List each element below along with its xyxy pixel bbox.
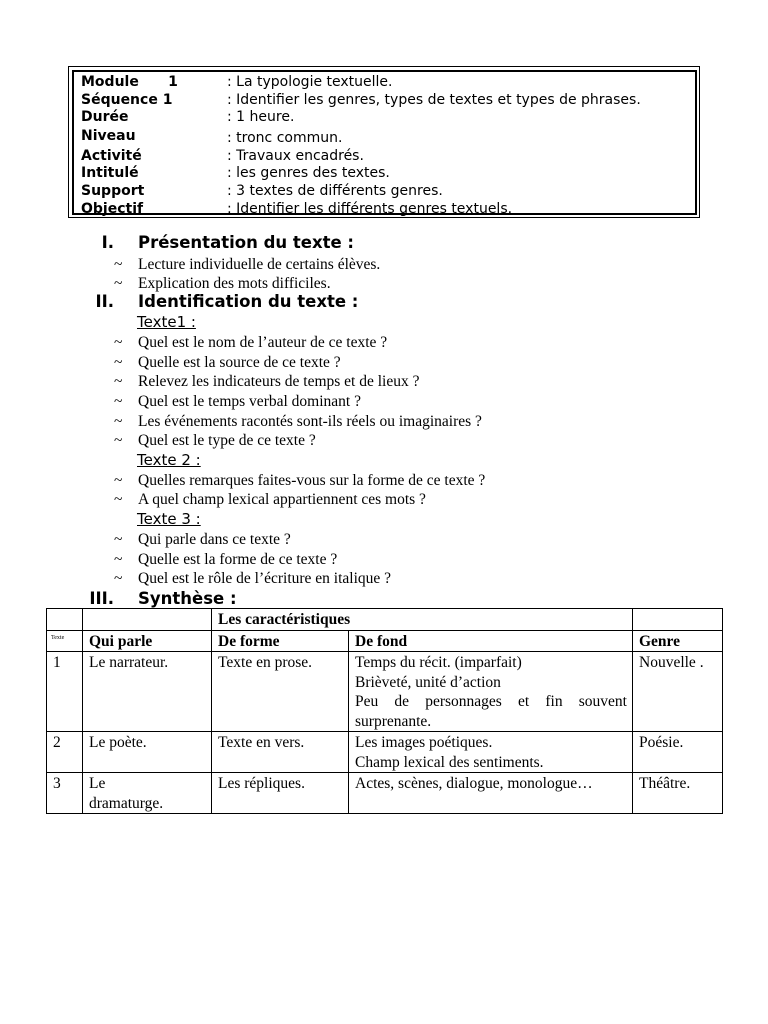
info-value-support: : 3 textes de différents genres.: [227, 183, 443, 199]
table-cell: [83, 609, 212, 631]
cell-content: [349, 732, 633, 773]
section-number: III.: [89, 589, 114, 608]
cell-form: Texte en prose.: [212, 652, 349, 732]
cell-form: Texte en vers.: [212, 732, 349, 773]
table-cell: [633, 609, 723, 631]
info-value-activity: : Travaux encadrés.: [227, 148, 364, 164]
tilde-bullet-icon: ~: [114, 432, 123, 449]
info-value-objective: : Identifier les différents genres textuels.: [227, 201, 513, 217]
tilde-bullet-icon: ~: [114, 491, 123, 508]
info-key-title: Intitulé: [81, 165, 139, 181]
tilde-bullet-icon: ~: [114, 570, 123, 587]
cell-number: 3: [47, 773, 83, 814]
content-line: Temps du récit. (imparfait): [355, 654, 522, 671]
cell-speaker: Le poète.: [83, 732, 212, 773]
header-genre: Genre: [633, 630, 723, 652]
table-cell: [47, 609, 83, 631]
content-line: Actes, scènes, dialogue, monologue…: [355, 775, 593, 792]
table-row: [47, 732, 723, 773]
tilde-bullet-icon: ~: [114, 393, 123, 410]
section-number: II.: [95, 292, 114, 311]
tilde-bullet-icon: ~: [114, 354, 123, 371]
header-speaker: Qui parle: [83, 630, 212, 652]
texte2-label: Texte 2 :: [137, 451, 201, 469]
info-value-module: : La typologie textuelle.: [227, 74, 393, 90]
header-text-number: Texte: [47, 630, 83, 652]
info-value-title: : les genres des textes.: [227, 165, 390, 181]
table-group-header-row: [47, 609, 723, 631]
info-key-support: Support: [81, 183, 145, 199]
cell-speaker: Le dramaturge.: [83, 773, 212, 814]
info-value-sequence: : Identifier les genres, types de textes et types de phrases.: [227, 92, 641, 108]
tilde-bullet-icon: ~: [114, 472, 123, 489]
info-key-objective: Objectif: [81, 201, 144, 217]
tilde-bullet-icon: ~: [114, 551, 123, 568]
lesson-info-inner-border: [72, 70, 697, 215]
tilde-bullet-icon: ~: [114, 334, 123, 351]
info-value-duration: : 1 heure.: [227, 109, 295, 125]
cell-content: [349, 773, 633, 814]
content-line: Champ lexical des sentiments.: [355, 753, 544, 771]
info-key-activity: Activité: [81, 148, 142, 164]
table-row: [47, 773, 723, 814]
content-line: Peu de personnages et fin souvent surprenante.: [355, 693, 627, 730]
info-key-level: Niveau: [81, 128, 136, 144]
section-title: Identification du texte :: [138, 292, 359, 311]
cell-form: Les répliques.: [212, 773, 349, 814]
tilde-bullet-icon: ~: [114, 275, 123, 292]
cell-genre: Théâtre.: [633, 773, 723, 814]
info-key-sequence: Séquence 1: [81, 92, 173, 108]
cell-number: 2: [47, 732, 83, 773]
texte3-label: Texte 3 :: [137, 510, 201, 528]
synthesis-table: [46, 608, 723, 814]
info-key-module: Module 1: [81, 74, 178, 90]
cell-genre: Poésie.: [633, 732, 723, 773]
table-header-row: [47, 630, 723, 652]
header-content: De fond: [349, 630, 633, 652]
tilde-bullet-icon: ~: [114, 373, 123, 390]
cell-number: 1: [47, 652, 83, 732]
group-header-characteristics: Les caractéristiques: [212, 609, 633, 631]
section-number: I.: [101, 233, 114, 252]
table-row: [47, 652, 723, 732]
lesson-info-box: [68, 66, 700, 218]
content-line: Les images poétiques.: [355, 734, 493, 751]
cell-speaker: Le narrateur.: [83, 652, 212, 732]
tilde-bullet-icon: ~: [114, 256, 123, 273]
content-line: Brièveté, unité d’action: [355, 673, 501, 691]
tilde-bullet-icon: ~: [114, 531, 123, 548]
info-value-level: : tronc commun.: [227, 130, 343, 146]
section-title: Synthèse :: [138, 589, 237, 608]
cell-genre: Nouvelle .: [633, 652, 723, 732]
header-form: De forme: [212, 630, 349, 652]
section-title: Présentation du texte :: [138, 233, 355, 252]
cell-content: [349, 652, 633, 732]
texte1-label: Texte1 :: [137, 313, 196, 331]
info-key-duration: Durée: [81, 109, 129, 125]
tilde-bullet-icon: ~: [114, 413, 123, 430]
